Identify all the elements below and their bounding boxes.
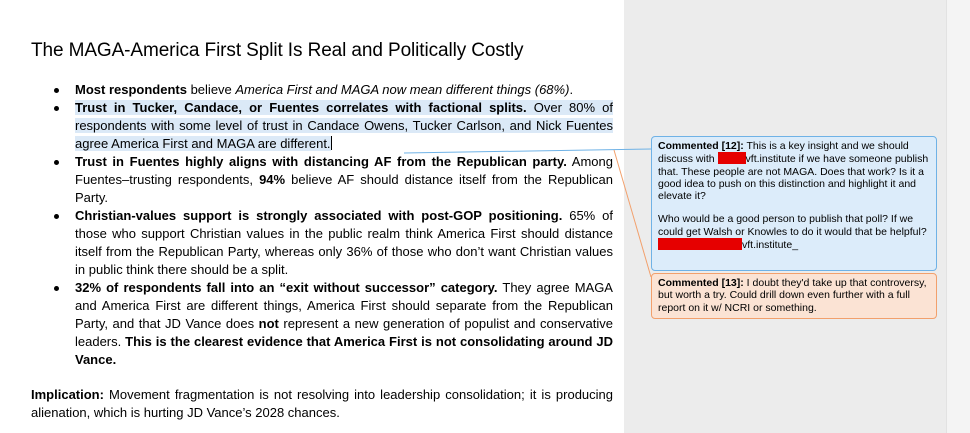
bullet-text: 65% of those who support Christian values in the public realm think America First should distance itself from the Republican Party, whereas only 36% of those who don’t want Christian values in public think there should be a split. <box>75 208 613 277</box>
bullet-list <box>52 81 613 369</box>
comment-12-signoff: vft.institute_ <box>742 239 799 252</box>
bullet-dot <box>54 160 59 165</box>
bullet-text: believe <box>186 82 236 97</box>
bullet-text: Over 80% of respondents with some level of trust in Candace Owens, Tucker Carlson, and Nick Fuentes agree America First and MAGA are different. <box>75 100 613 151</box>
bullet-lead: Christian-values support is strongly associated with post-GOP positioning. <box>75 208 563 223</box>
comment-12-text: vft.institute if we have someone publish that. These people are not MAGA. Does that work? Is it a good idea to push on this distinction and highlight it and elevate it? <box>658 153 929 203</box>
bullet-tail: . <box>569 82 574 97</box>
comment-13-text: I doubt they'd take up that controversy, but worth a try. Could drill down even further with a full report on it w/ NCRI or something. <box>658 277 927 314</box>
vertical-scrollbar[interactable] <box>946 0 970 433</box>
implication-label: Implication: <box>31 387 104 402</box>
comment-13-label: Commented [13]: <box>658 277 744 289</box>
text-cursor <box>331 136 332 150</box>
implication-paragraph <box>31 386 613 422</box>
redaction-block <box>718 152 746 164</box>
document-title: The MAGA-America First Split Is Real and Politically Costly <box>31 40 524 61</box>
bullet-text: Among Fuentes–trusting respondents, <box>75 154 613 187</box>
comment-12-label: Commented [12]: <box>658 140 744 152</box>
bullet-item-2[interactable] <box>52 99 613 153</box>
bullet-lead: 32% of respondents fall into an “exit without successor” category. <box>75 280 498 295</box>
implication-text: Movement fragmentation is not resolving into leadership consolidation; it is producing alienation, which is hurting JD Vance’s 2028 chances. <box>31 387 613 420</box>
bullet-lead: Trust in Fuentes highly aligns with distancing AF from the Republican party. <box>75 154 567 169</box>
bullet-dot <box>54 106 59 111</box>
bullet-italic: America First and MAGA now mean different things (68%) <box>235 82 570 97</box>
bullet-item-4 <box>52 207 613 279</box>
bullet-item-5 <box>52 279 613 369</box>
comment-balloon-13[interactable] <box>651 273 937 319</box>
bullet-dot <box>54 286 59 291</box>
comment-12-paragraph-2: Who would be a good person to publish that poll? If we could get Walsh or Knowles to do it would that be helpful? <box>658 213 927 238</box>
bullet-bold-figure: 94% <box>259 172 286 187</box>
bullet-bold-word: not <box>258 316 279 331</box>
bullet-conclusion: This is the clearest evidence that America First is not consolidating around JD Vance. <box>75 334 613 367</box>
bullet-dot <box>54 88 59 93</box>
bullet-item-3 <box>52 153 613 207</box>
comment-balloon-12[interactable] <box>651 136 937 271</box>
bullet-lead: Most respondents <box>75 82 187 97</box>
comment-12-paragraph-1 <box>658 140 930 202</box>
comment-12-paragraph-3 <box>658 238 930 251</box>
bullet-lead: Trust in Tucker, Candace, or Fuentes correlates with factional splits. <box>75 100 527 115</box>
redaction-block <box>658 238 742 250</box>
bullet-text: They agree MAGA and America First are different things, America First should separate from the Republican Party, and that JD Vance does <box>75 280 613 331</box>
bullet-dot <box>54 214 59 219</box>
bullet-text: believe AF should distance itself from the Republican Party. <box>75 172 613 205</box>
comment-12-text: This is a key insight and we should discuss with <box>658 140 909 166</box>
bullet-text: represent a new generation of populist and conservative leaders. <box>75 316 614 349</box>
commented-text-highlight[interactable] <box>75 100 613 151</box>
bullet-item-1 <box>52 81 613 99</box>
